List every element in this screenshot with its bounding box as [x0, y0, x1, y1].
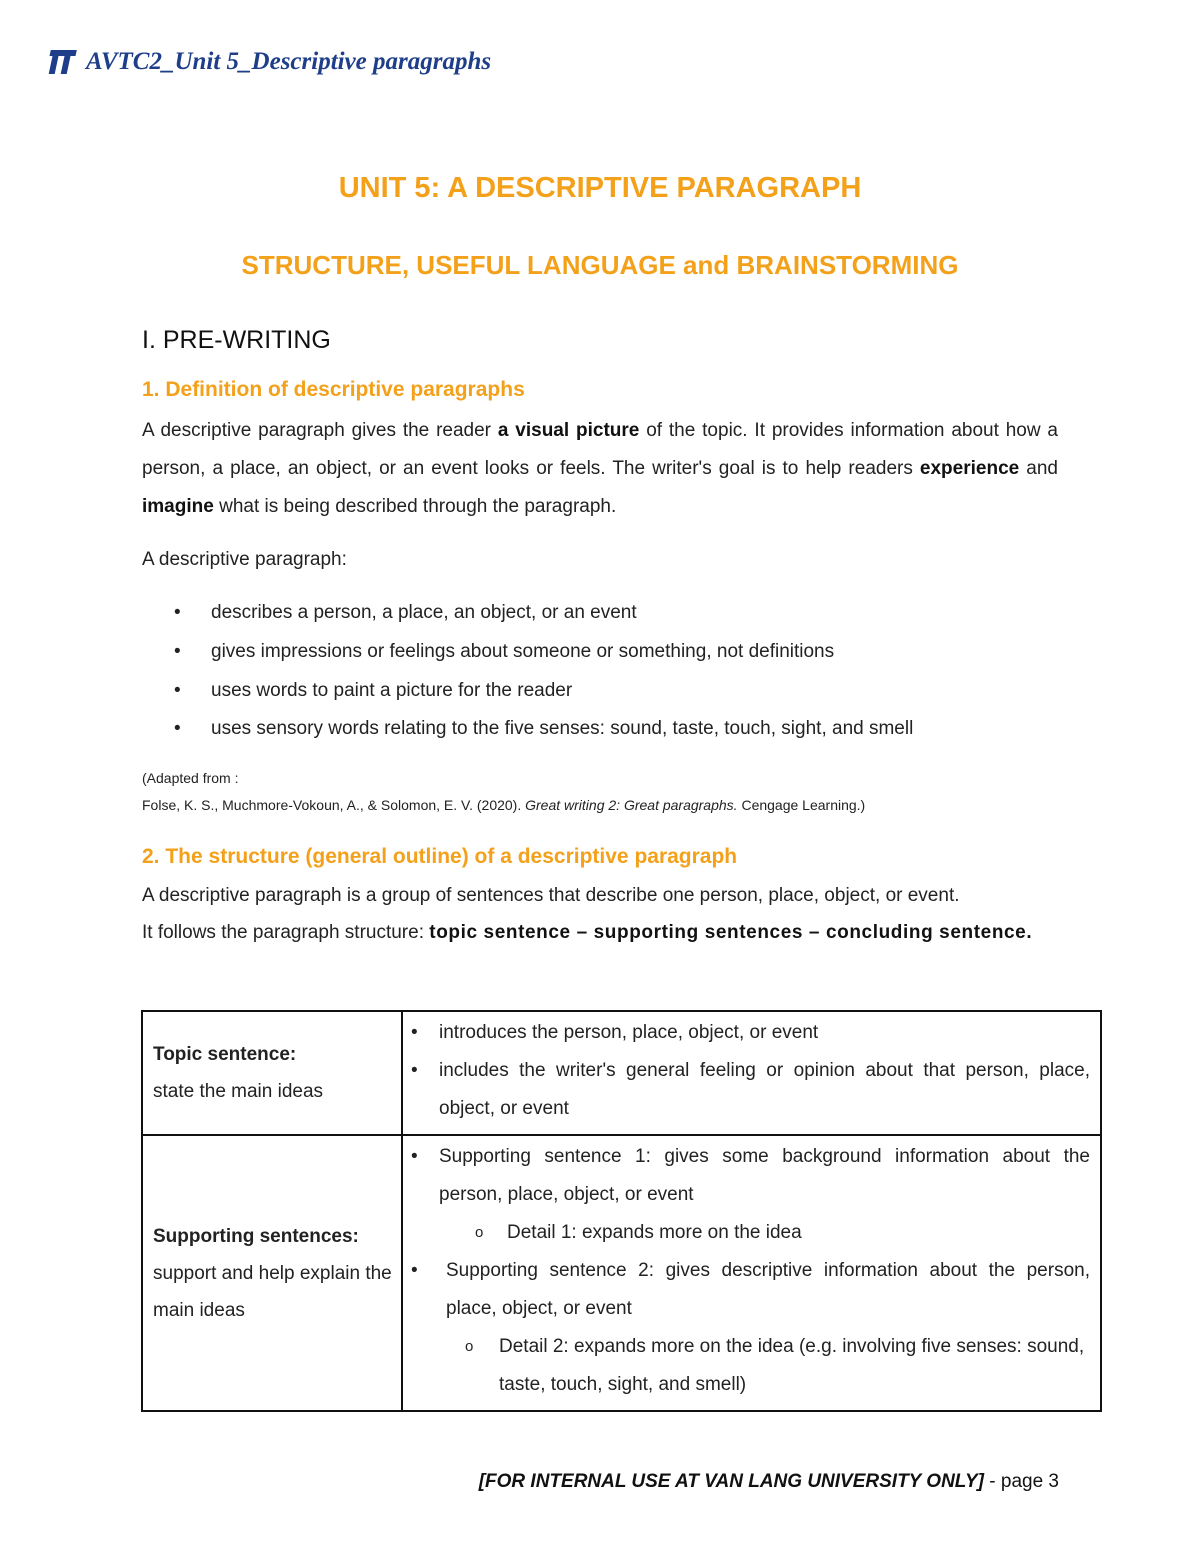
- university-logo-icon: [48, 49, 78, 75]
- supporting-sentences-details: [402, 1135, 1101, 1411]
- list-item: • Supporting sentence 2: gives descriptive information about the person, place, object, or event: [411, 1260, 1090, 1319]
- bold-imagine: imagine: [142, 496, 214, 517]
- structure-paragraph-line1: A descriptive paragraph is a group of sentences that describe one person, place, object, or event.: [142, 885, 960, 906]
- table-row: [142, 1135, 1101, 1411]
- table-row: [142, 1011, 1101, 1135]
- topic-sentence-details: [402, 1011, 1101, 1135]
- topic-sentence-label: Topic sentence:: [153, 1044, 297, 1065]
- supporting-sentences-label: Supporting sentences:: [153, 1225, 359, 1247]
- header-title: AVTC2_Unit 5_Descriptive paragraphs: [86, 48, 492, 75]
- structure-table: [141, 1010, 1102, 1412]
- list-item: • Supporting sentence 1: gives some background information about the person, place, object, or event: [411, 1146, 1090, 1205]
- bold-experience: experience: [919, 458, 1020, 479]
- citation-intro: (Adapted from :: [142, 770, 239, 786]
- supporting-sentences-cell: [142, 1135, 402, 1411]
- section-heading: I. PRE-WRITING: [142, 326, 331, 354]
- list-intro: A descriptive paragraph:: [142, 549, 347, 570]
- list-item: • uses words to paint a picture for the reader: [174, 680, 573, 701]
- definition-heading: 1. Definition of descriptive paragraphs: [142, 378, 525, 401]
- list-item: • uses sensory words relating to the five senses: sound, taste, touch, sight, and smell: [174, 718, 914, 739]
- bold-visual-picture: a visual picture: [497, 420, 640, 441]
- sub-list-item: o Detail 1: expands more on the idea: [475, 1222, 802, 1243]
- topic-sentence-desc: state the main ideas: [153, 1081, 324, 1102]
- definition-paragraph: A descriptive paragraph gives the reader a visual picture of the topic. It provides information about how a person, a place, an object, or an event looks or feels. The writer's goal is to help readers experience and imagine what is being described through the paragraph.: [142, 420, 1058, 517]
- page-subtitle: STRUCTURE, USEFUL LANGUAGE and BRAINSTORMING: [241, 250, 959, 280]
- list-item: • gives impressions or feelings about someone or something, not definitions: [174, 641, 835, 662]
- list-item: • describes a person, a place, an object, or an event: [174, 602, 637, 623]
- sub-list-item: o Detail 2: expands more on the idea (e.g. involving five senses: sound, taste, touch, sight, and smell): [465, 1336, 1085, 1395]
- list-item: • includes the writer's general feeling or opinion about that person, place, object, or event: [411, 1060, 1090, 1119]
- page-footer: [FOR INTERNAL USE AT VAN LANG UNIVERSITY ONLY] - page 3: [478, 1471, 1059, 1492]
- list-item: • introduces the person, place, object, or event: [411, 1022, 819, 1043]
- supporting-sentences-desc: support and help explain the main ideas: [153, 1262, 392, 1321]
- citation: Folse, K. S., Muchmore-Vokoun, A., & Solomon, E. V. (2020). Great writing 2: Great paragraphs. Cengage Learning.): [142, 797, 866, 813]
- page-title: UNIT 5: A DESCRIPTIVE PARAGRAPH: [338, 172, 862, 204]
- structure-paragraph: It follows the paragraph structure: topic sentence – supporting sentences – concluding sentence.: [142, 922, 1033, 943]
- structure-sequence: topic sentence – supporting sentences – concluding sentence.: [429, 922, 1033, 943]
- page-header: [48, 48, 491, 76]
- topic-sentence-cell: [142, 1011, 402, 1135]
- structure-heading: 2. The structure (general outline) of a descriptive paragraph: [142, 845, 738, 868]
